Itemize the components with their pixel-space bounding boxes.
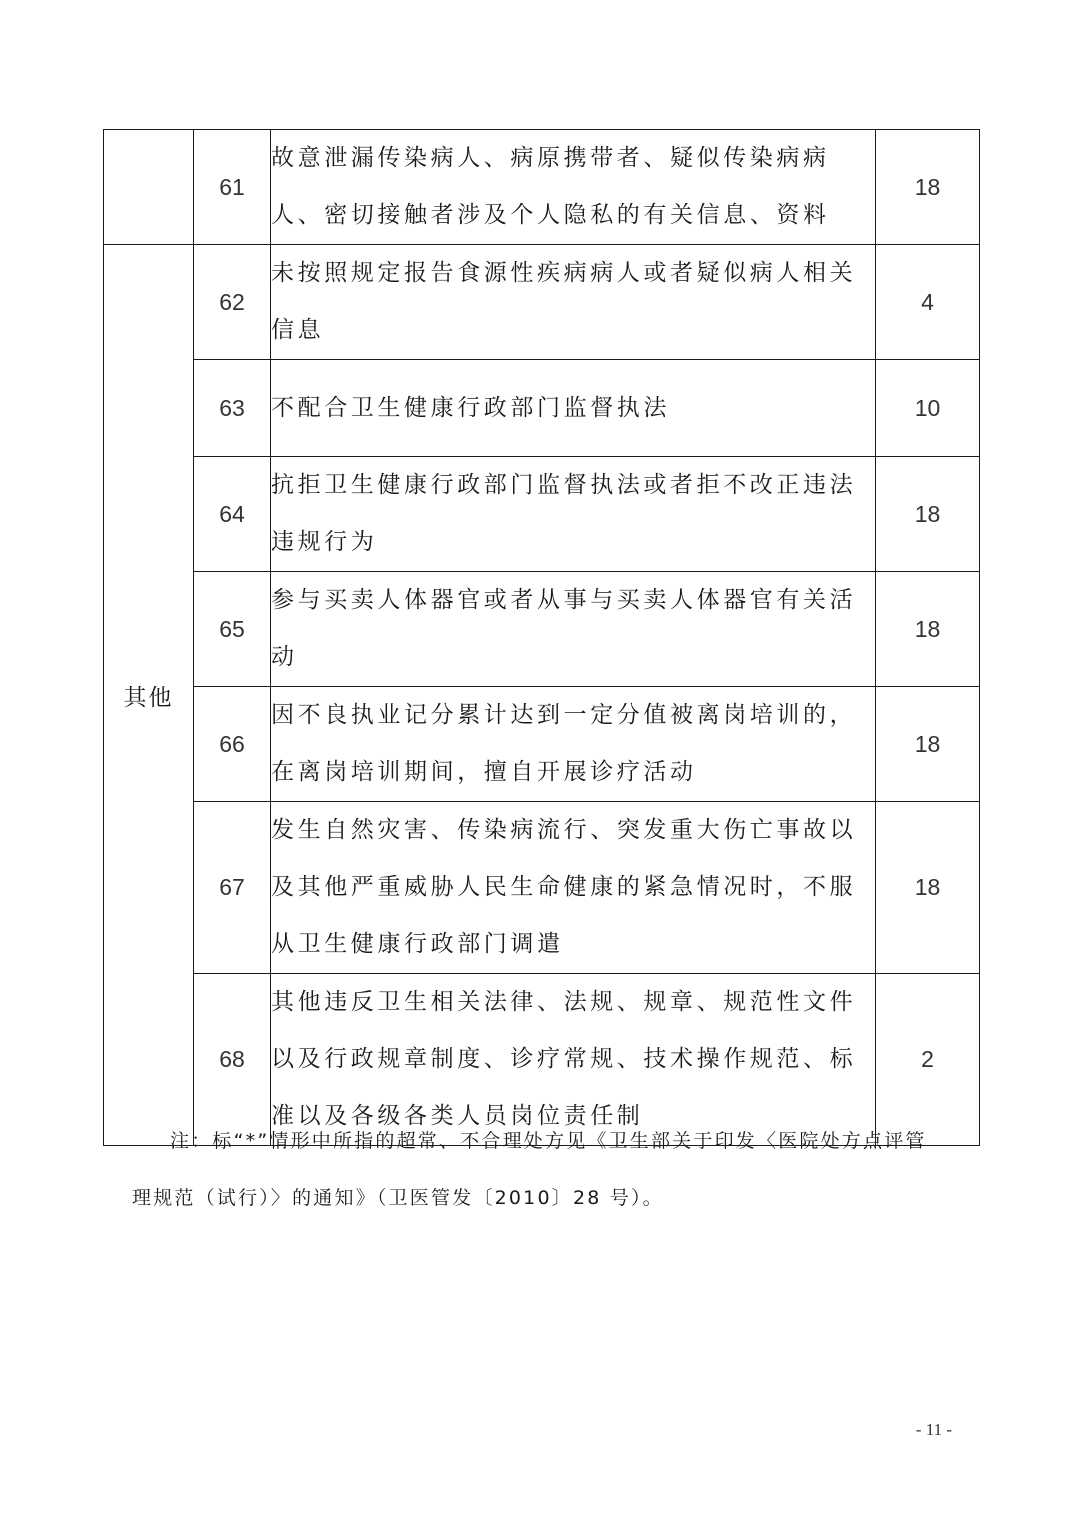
footnote-line-2: 理规范（试行）〉的通知》（卫医管发〔2010〕28 号）。 — [132, 1187, 664, 1209]
item-score: 18 — [876, 802, 980, 974]
category-cell-empty — [104, 130, 194, 245]
page-number: - 11 - — [915, 1420, 952, 1439]
table-row — [104, 457, 980, 572]
item-score: 18 — [876, 572, 980, 687]
item-number: 62 — [194, 245, 271, 360]
item-description: 参与买卖人体器官或者从事与买卖人体器官有关活动 — [271, 572, 876, 687]
category-cell: 其他 — [104, 245, 194, 1146]
table-row — [104, 802, 980, 974]
item-description: 其他违反卫生相关法律、法规、规章、规范性文件以及行政规章制度、诊疗常规、技术操作规范、标准以及各级各类人员岗位责任制 — [271, 974, 876, 1146]
item-score: 2 — [876, 974, 980, 1146]
table-row — [104, 572, 980, 687]
item-description: 不配合卫生健康行政部门监督执法 — [271, 360, 876, 457]
item-number: 61 — [194, 130, 271, 245]
item-number: 66 — [194, 687, 271, 802]
table-row — [104, 245, 980, 360]
item-number: 63 — [194, 360, 271, 457]
item-description: 抗拒卫生健康行政部门监督执法或者拒不改正违法违规行为 — [271, 457, 876, 572]
item-number: 64 — [194, 457, 271, 572]
item-description: 发生自然灾害、传染病流行、突发重大伤亡事故以及其他严重威胁人民生命健康的紧急情况时，不服从卫生健康行政部门调遣 — [271, 802, 876, 974]
table-row — [104, 687, 980, 802]
table-row — [104, 974, 980, 1146]
table-row — [104, 360, 980, 457]
item-score: 18 — [876, 457, 980, 572]
table-row — [104, 130, 980, 245]
item-number: 67 — [194, 802, 271, 974]
footnote-line-1: 注：标“*”情形中所指的超常、不合理处方见《卫生部关于印发〈医院处方点评管 — [170, 1130, 927, 1152]
item-description: 未按照规定报告食源性疾病病人或者疑似病人相关信息 — [271, 245, 876, 360]
item-description: 故意泄漏传染病人、病原携带者、疑似传染病病人、密切接触者涉及个人隐私的有关信息、资料 — [271, 130, 876, 245]
rules-table — [103, 129, 980, 1146]
item-score: 4 — [876, 245, 980, 360]
item-score: 10 — [876, 360, 980, 457]
item-score: 18 — [876, 130, 980, 245]
item-description: 因不良执业记分累计达到一定分值被离岗培训的，在离岗培训期间，擅自开展诊疗活动 — [271, 687, 876, 802]
item-number: 65 — [194, 572, 271, 687]
item-score: 18 — [876, 687, 980, 802]
item-number: 68 — [194, 974, 271, 1146]
